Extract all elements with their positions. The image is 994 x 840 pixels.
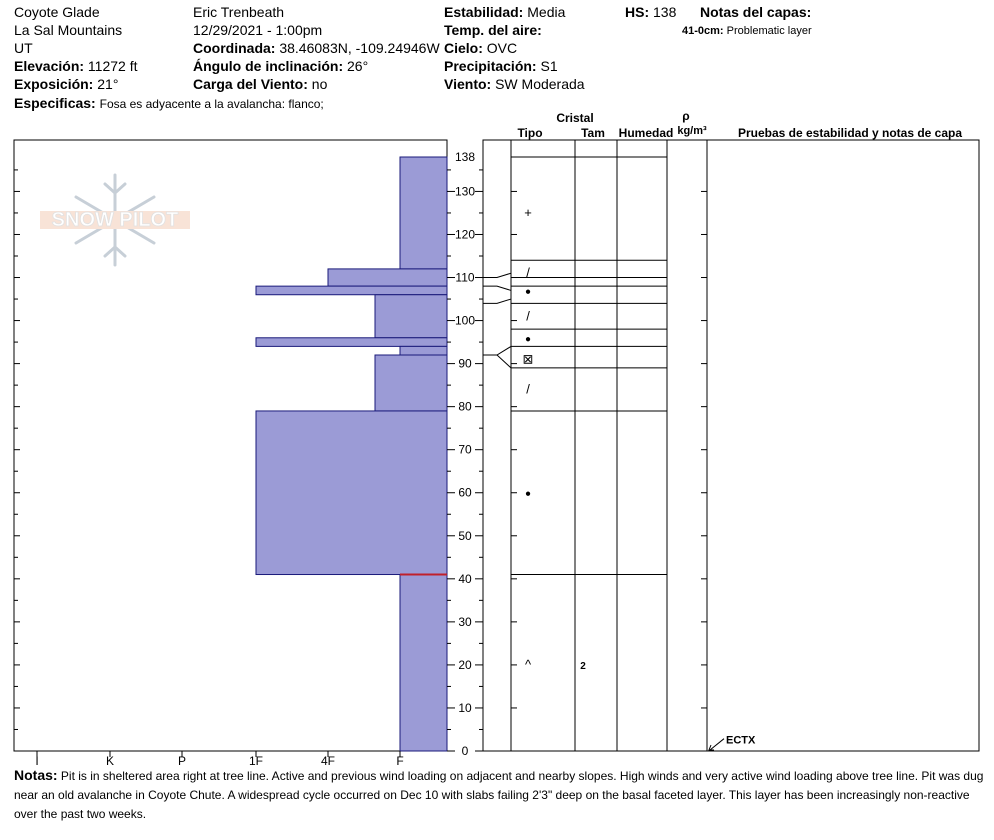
tam-header: Tam xyxy=(581,126,605,140)
depth-tick-label: 50 xyxy=(458,528,472,543)
wind-loading-value: no xyxy=(311,76,328,92)
depth-tick-label: 10 xyxy=(458,700,472,715)
crystal-type-symbol: / xyxy=(526,381,530,397)
depth-tick-label: 90 xyxy=(458,356,472,371)
layer-table xyxy=(483,140,979,751)
stability-label: Estabilidad: xyxy=(444,4,524,20)
depth-axis xyxy=(447,140,483,758)
depth-tick-label: 0 xyxy=(461,744,469,758)
depth-tick-label: 130 xyxy=(454,184,476,199)
depth-tick-label: 138 xyxy=(454,150,476,164)
sky-label: Cielo: xyxy=(444,40,483,56)
test-arrow xyxy=(710,739,724,750)
coordinate-label: Coordinada: xyxy=(193,40,276,56)
hardness-layer-bar xyxy=(400,157,447,269)
snow-height-value: 138 xyxy=(653,4,677,20)
cristal-header: Cristal xyxy=(556,111,594,125)
stability-value: Media xyxy=(527,4,566,20)
hardness-tick-label: F xyxy=(396,754,404,766)
elevation-value: 11272 ft xyxy=(87,58,138,74)
hardness-tick-label: 4F xyxy=(320,754,336,766)
hardness-tick-label: P xyxy=(177,754,187,766)
rho-header: ρ xyxy=(682,109,690,123)
crystal-type-symbol: ● xyxy=(524,333,532,345)
hardness-tick-label: I xyxy=(35,754,39,766)
crystal-type-symbol: + xyxy=(524,204,532,220)
notes-section xyxy=(14,766,989,824)
tipo-header: Tipo xyxy=(517,126,543,140)
layer-note-text: Problematic layer xyxy=(726,25,812,37)
depth-tick-label: 120 xyxy=(454,227,476,242)
hardness-layer-bar xyxy=(375,295,447,338)
hardness-layer-bar xyxy=(256,338,447,347)
depth-tick-label: 110 xyxy=(455,270,475,285)
observer-name: Eric Trenbeath xyxy=(193,4,285,20)
crystal-type-symbol: ● xyxy=(524,488,532,500)
hardness-tick-label: K xyxy=(105,754,115,766)
crystal-type-symbol: / xyxy=(526,265,530,281)
layer-connector xyxy=(483,355,511,368)
hardness-layer-bar xyxy=(375,355,447,411)
density-unit-header: kg/m³ xyxy=(677,125,707,137)
wind-label: Viento: xyxy=(444,76,492,92)
crystal-type-symbol: ● xyxy=(524,286,532,298)
crystal-size: 2 xyxy=(580,660,586,672)
hardness-layer-bar xyxy=(328,269,447,286)
depth-tick-label: 60 xyxy=(458,485,472,500)
crystal-type-symbol: ⊠ xyxy=(522,351,534,367)
precip-label: Precipitación: xyxy=(444,58,537,74)
notes-text: Pit is in sheltered area right at tree line. Active and previous wind loading on adjacent and nearby slopes. High winds and very active wind loading above tree line. Pit was dug near an old avalanche in Coyote Chute. A widespread cycle occurred on Dec 10 with slabs failing 2'3" deep on the basal faceted layer. This layer has been increasingly non-reactive over the past two weeks. xyxy=(14,769,984,821)
layer-table-frame xyxy=(483,140,979,751)
coordinate-value: 38.46083N, -109.24946W xyxy=(279,40,440,56)
humedad-header: Humedad xyxy=(618,126,674,140)
specifics-value: Fosa es adyacente a la avalancha: flanco; xyxy=(99,97,324,111)
hardness-layer-bar xyxy=(400,575,447,751)
hardness-layer-bar xyxy=(400,346,447,355)
exposure-label: Exposición: xyxy=(14,76,94,92)
depth-tick-label: 30 xyxy=(458,614,472,629)
specifics-label: Especificas: xyxy=(14,95,96,111)
location-name: Coyote Glade xyxy=(14,4,100,20)
snowpilot-logo xyxy=(40,175,190,265)
depth-tick-label: 40 xyxy=(458,571,472,586)
depth-tick-label: 20 xyxy=(458,657,472,672)
snow-height-label: HS: xyxy=(625,4,650,20)
date-time: 12/29/2021 - 1:00pm xyxy=(193,22,323,38)
hardness-layer-bar xyxy=(256,411,447,575)
state: UT xyxy=(14,40,33,56)
crystal-type-symbol: ^ xyxy=(524,656,532,672)
layer-connector xyxy=(483,346,511,355)
layer-connector xyxy=(483,299,511,303)
notes-label: Notas: xyxy=(14,767,58,783)
slope-angle-label: Ángulo de inclinación: xyxy=(193,58,344,74)
hardness-profile xyxy=(14,140,447,751)
sky-value: OVC xyxy=(486,40,518,56)
hardness-layer-bar xyxy=(256,286,447,295)
depth-tick-label: 70 xyxy=(458,442,472,457)
precip-value: S1 xyxy=(540,58,558,74)
wind-value: SW Moderada xyxy=(495,76,585,92)
stability-tests-header: Pruebas de estabilidad y notas de capa xyxy=(737,126,963,140)
depth-tick-label: 100 xyxy=(454,313,476,328)
exposure-value: 21° xyxy=(97,76,119,92)
layer-connector xyxy=(483,286,511,290)
hardness-tick-label: 1F xyxy=(248,754,264,766)
depth-tick-label: 80 xyxy=(458,399,472,414)
mountain-range: La Sal Mountains xyxy=(14,22,123,38)
elevation-label: Elevación: xyxy=(14,58,85,74)
air-temp-label: Temp. del aire: xyxy=(444,22,542,38)
layer-connector xyxy=(483,273,511,277)
wind-loading-label: Carga del Viento: xyxy=(193,76,308,92)
svg-text:SNOW PILOT: SNOW PILOT xyxy=(51,209,179,231)
layer-notes-title: Notas del capas: xyxy=(700,4,812,20)
stability-test-label: ECTX xyxy=(726,734,756,747)
crystal-type-symbol: / xyxy=(526,308,530,324)
layer-note-depth: 41-0cm: xyxy=(682,25,724,37)
slope-angle-value: 26° xyxy=(347,58,369,74)
